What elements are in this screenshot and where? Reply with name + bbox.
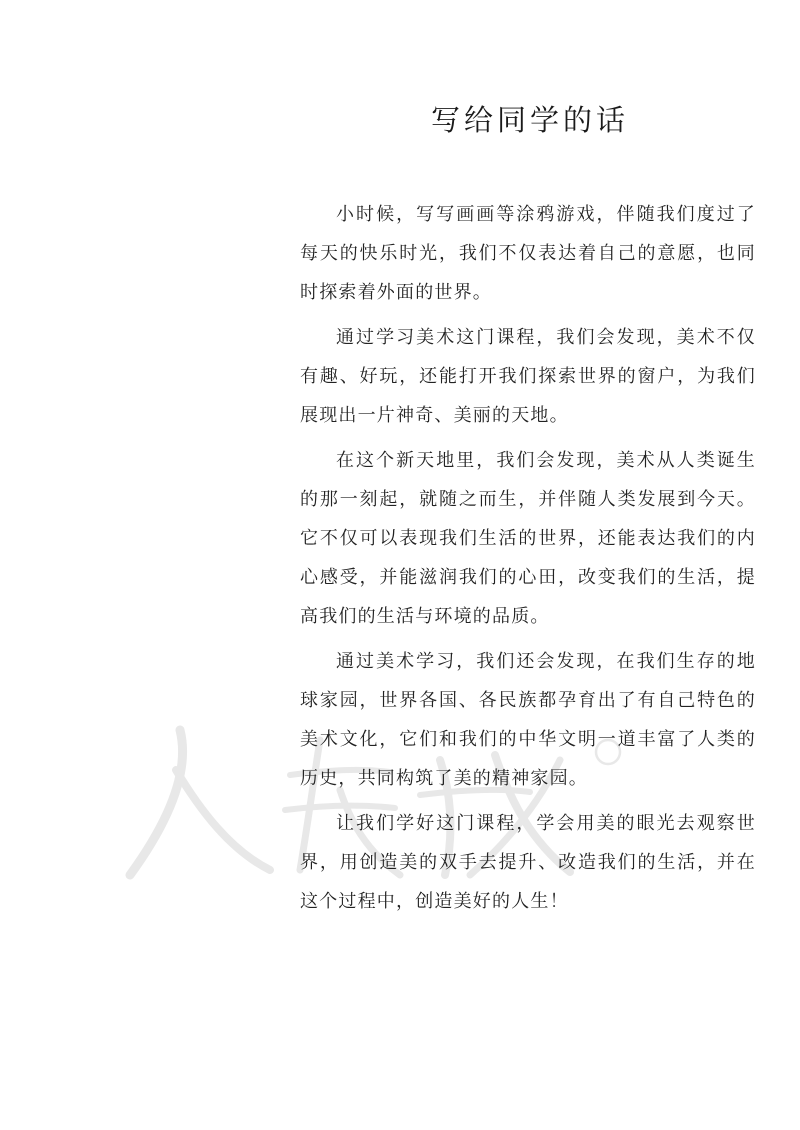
paragraph: 通过学习美术这门课程，我们会发现，美术不仅有趣、好玩，还能打开我们探索世界的窗户，为我们展现出一片神奇、美丽的天地。 — [300, 327, 756, 426]
paragraph: 在这个新天地里，我们会发现，美术从人类诞生的那一刻起，就随之而生，并伴随人类发展到今天。它不仅可以表现我们生活的世界，还能表达我们的内心感受，并能滋润我们的心田，改变我们的生活，提高我们的生活与环境的品质。 — [300, 450, 756, 627]
page-title: 写给同学的话 — [430, 103, 629, 137]
paragraph: 小时候，写写画画等涂鸦游戏，伴随我们度过了每天的快乐时光，我们不仅表达着自己的意愿，也同时探索着外面的世界。 — [300, 204, 756, 303]
paragraph: 通过美术学习，我们还会发现，在我们生存的地球家园，世界各国、各民族都孕育出了有自己特色的美术文化，它们和我们的中华文明一道丰富了人类的历史，共同构筑了美的精神家园。 — [300, 651, 756, 789]
letter-body — [300, 195, 756, 927]
paragraph: 让我们学好这门课程，学会用美的眼光去观察世界，用创造美的双手去提升、改造我们的生活，并在这个过程中，创造美好的人生！ — [300, 813, 756, 912]
